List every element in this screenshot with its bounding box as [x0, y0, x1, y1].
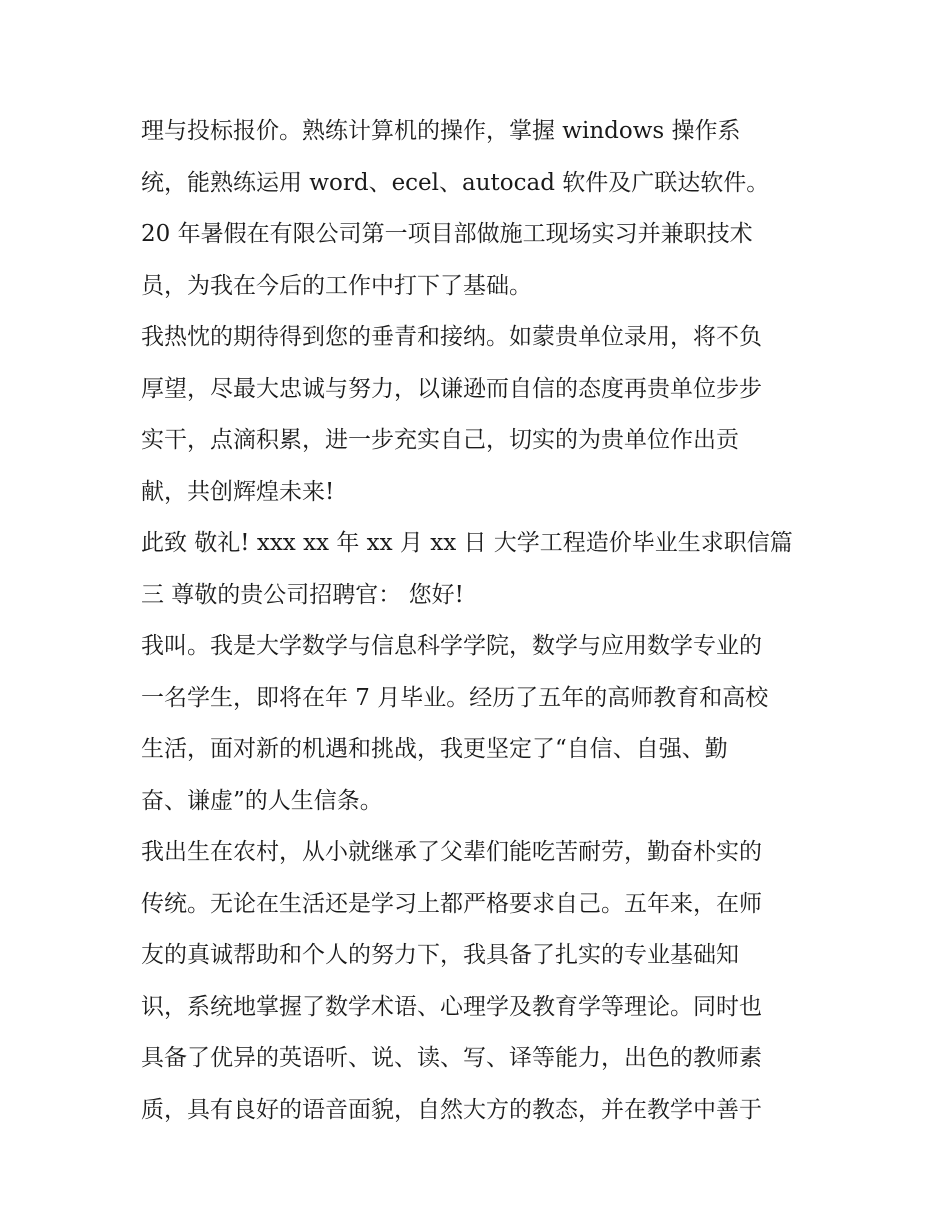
paragraph-internship: [141, 209, 813, 312]
text-line: 一名学生，即将在年 7 月毕业。经历了五年的高师教育和高校: [141, 684, 769, 711]
text-line: 统，能熟练运用 word、ecel、autocad 软件及广联达软件。: [141, 169, 770, 196]
document-body: [141, 106, 813, 1136]
text-line: 我热忱的期待得到您的垂青和接纳。如蒙贵单位录用，将不负: [141, 324, 762, 350]
text-line: 具备了优异的英语听、说、读、写、译等能力，出色的教师素: [141, 1045, 762, 1071]
text-line: 质，具有良好的语音面貌，自然大方的教态，并在教学中善于: [141, 1096, 762, 1123]
text-line: 我出生在农村，从小就继承了父辈们能吃苦耐劳，勤奋朴实的: [141, 839, 762, 865]
text-line: 20 年暑假在有限公司第一项目部做施工现场实习并兼职技术: [141, 221, 753, 247]
paragraph-background: [141, 827, 813, 1136]
text-line: 实干，点滴积累，进一步充实自己，切实的为贵单位作出贡: [141, 427, 739, 453]
text-line: 奋、谦虚”的人生信条。: [141, 787, 383, 814]
text-line: 三 尊敬的贵公司招聘官： 您好!: [141, 581, 464, 608]
text-line: 此致 敬礼! xxx xx 年 xx 月 xx 日 大学工程造价毕业生求职信篇: [141, 530, 793, 556]
text-line: 我叫。我是大学数学与信息科学学院，数学与应用数学专业的: [141, 633, 762, 659]
text-line: 友的真诚帮助和个人的努力下，我具备了扎实的专业基础知: [141, 942, 739, 968]
text-line: 生活，面对新的机遇和挑战，我更坚定了“自信、自强、勤: [141, 736, 728, 762]
text-line: 识，系统地掌握了数学术语、心理学及教育学等理论。同时也: [141, 993, 762, 1020]
text-line: 理与投标报价。熟练计算机的操作，掌握 windows 操作系: [141, 118, 741, 144]
text-line: 厚望，尽最大忠诚与努力，以谦逊而自信的态度再贵单位步步: [141, 375, 762, 402]
paragraph-expectation: [141, 312, 813, 518]
paragraph-closing-and-heading: [141, 518, 813, 621]
paragraph-introduction: [141, 621, 813, 827]
text-line: 传统。无论在生活还是学习上都严格要求自己。五年来，在师: [141, 890, 762, 917]
text-line: 献，共创辉煌未来!: [141, 478, 335, 505]
text-line: 员，为我在今后的工作中打下了基础。: [141, 272, 532, 299]
paragraph-skills: [141, 106, 813, 209]
